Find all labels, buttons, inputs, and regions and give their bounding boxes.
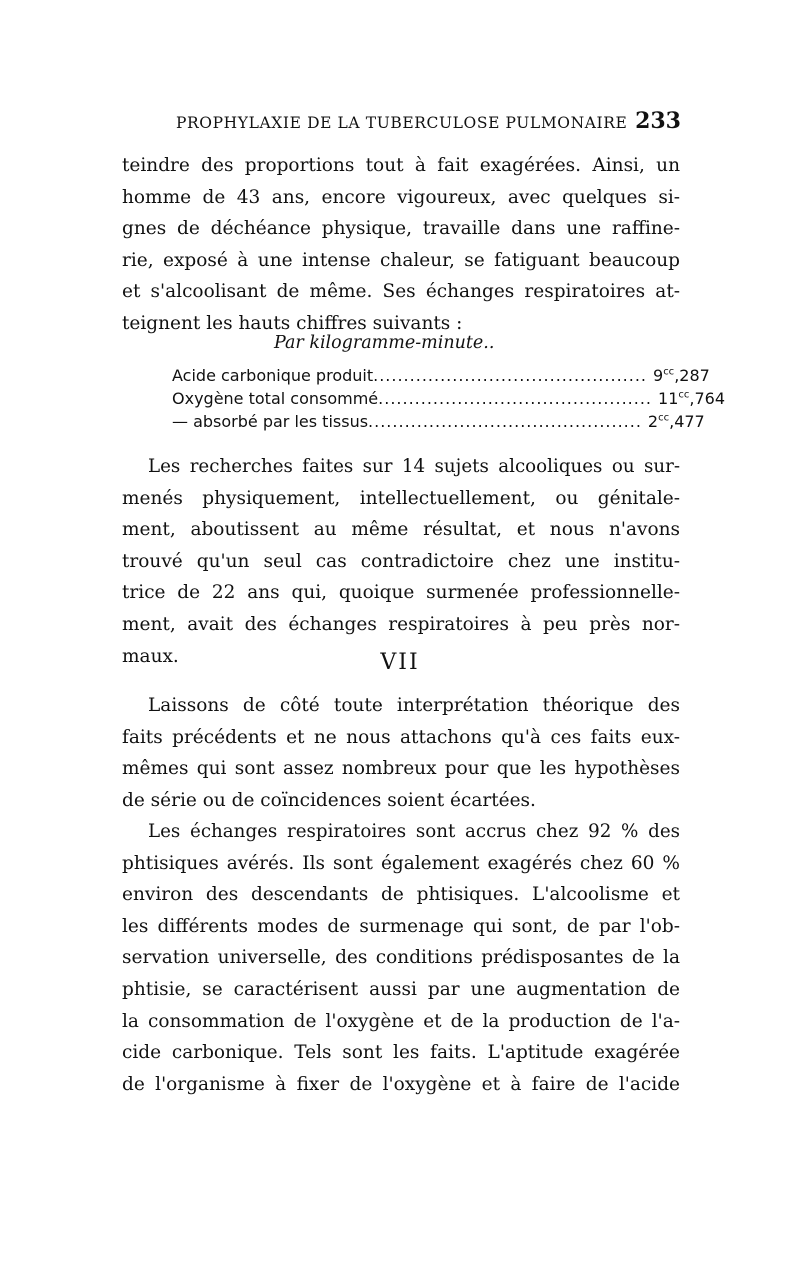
text-line: teindre des proportions tout à fait exagérées. Ainsi, un [122, 155, 680, 176]
text-line: la consommation de l'oxygène et de la production de l'a- [122, 1010, 680, 1032]
text-line: et s'alcoolisant de même. Ses échanges respiratoires at- [122, 281, 680, 303]
measurement-row [172, 412, 705, 431]
text-line: Les recherches faites sur 14 sujets alcooliques ou sur- [148, 456, 680, 477]
text-line: phtisiques avérés. Ils sont également exagérés chez 60 % [122, 852, 680, 874]
paragraph-4 [122, 816, 680, 1100]
text-line: de l'organisme à fixer de l'oxygène et à faire de l'acide [122, 1073, 680, 1095]
dot-leader: ............................................. [368, 412, 642, 431]
measurement-value: $11^{cc},764$ [658, 389, 725, 408]
text-line: phtisie, se caractérisent aussi par une augmentation de [122, 978, 680, 1000]
text-line: rie, exposé à une intense chaleur, se fatiguant beaucoup [122, 249, 680, 271]
text-line: maux. [122, 645, 179, 667]
text-line: les différents modes de surmenage qui sont, de par l'ob- [122, 915, 680, 937]
text-line: ment, avait des échanges respiratoires à peu près nor- [122, 613, 680, 635]
paragraph-3 [122, 690, 680, 816]
paragraph-2 [122, 451, 680, 672]
page-number: 233 [635, 108, 681, 134]
section-heading: VII [380, 650, 420, 675]
text-line: menés physiquement, intellectuellement, ou génitale- [122, 487, 680, 509]
text-line: mêmes qui sont assez nombreux pour que les hypothèses [122, 758, 680, 780]
measurement-label: Oxygène total consommé [172, 389, 379, 408]
measurement-label: Acide carbonique produit [172, 366, 374, 385]
running-header [176, 108, 681, 134]
measurement-value: $9^{cc},287$ [653, 366, 710, 385]
text-line: servation universelle, des conditions prédisposantes de la [122, 947, 680, 969]
dot-leader: ............................................. [378, 389, 653, 408]
measurement-row [172, 389, 725, 408]
text-line: homme de 43 ans, encore vigoureux, avec quelques si- [122, 186, 680, 208]
text-line: gnes de déchéance physique, travaille dans une raffine- [122, 218, 680, 240]
text-line: trouvé qu'un seul cas contradictoire chez une institu- [122, 550, 680, 572]
text-line: teignent les hauts chiffres suivants : [122, 312, 463, 334]
text-line: Laissons de côté toute interprétation théorique des [148, 695, 680, 716]
dot-leader: ............................................. [373, 366, 647, 385]
paragraph-1 [122, 150, 680, 340]
running-title: PROPHYLAXIE DE LA TUBERCULOSE PULMONAIRE [176, 114, 628, 132]
text-line: faits précédents et ne nous attachons qu'à ces faits eux- [122, 726, 680, 748]
measurement-caption: Par kilogramme-minute.. [274, 333, 495, 353]
text-line: cide carbonique. Tels sont les faits. L'aptitude exagérée [122, 1042, 680, 1064]
text-line: trice de 22 ans qui, quoique surmenée professionnelle- [122, 582, 680, 604]
text-line: ment, aboutissent au même résultat, et nous n'avons [122, 519, 680, 541]
text-line: Les échanges respiratoires sont accrus chez 92 % des [148, 821, 680, 842]
measurement-value: $2^{cc},477$ [647, 412, 705, 431]
text-line: de série ou de coïncidences soient écartées. [122, 789, 536, 811]
measurement-row [172, 366, 710, 385]
text-line: environ des descendants de phtisiques. L'alcoolisme et [122, 884, 680, 906]
measurement-label: — absorbé par les tissus [172, 412, 369, 431]
